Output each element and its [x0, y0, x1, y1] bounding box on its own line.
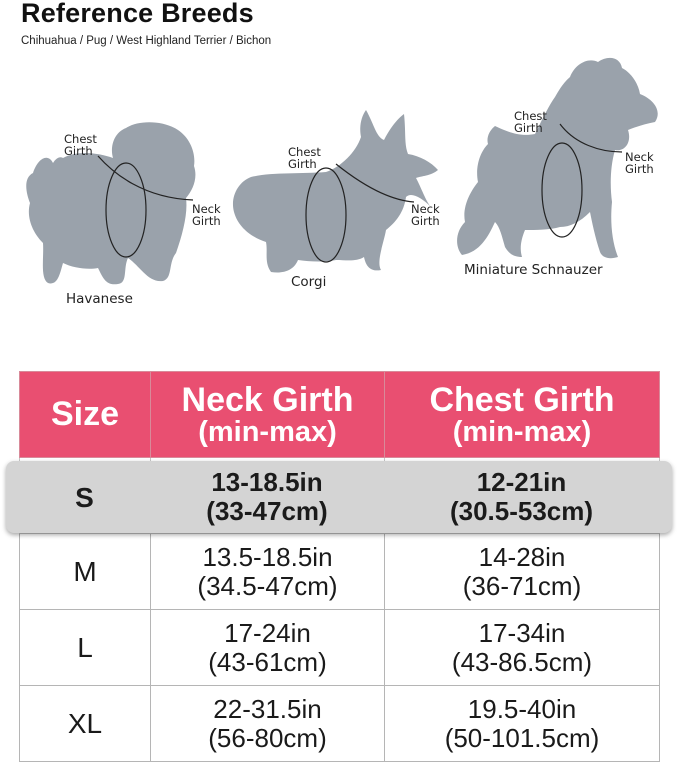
size-cell-s: S	[75, 481, 94, 513]
neck-girth-cell-s: 13-18.5in (33-47cm)	[206, 467, 328, 526]
page-title: Reference Breeds	[21, 0, 254, 28]
corgi-silhouette	[226, 102, 446, 282]
havanese-silhouette	[18, 118, 218, 288]
havanese-chest-girth-label: Chest Girth	[64, 132, 97, 158]
table-row	[20, 686, 660, 762]
size-column-header: Size	[20, 372, 151, 458]
chest-girth-cell: 19.5-40in (50-101.5cm)	[385, 686, 660, 762]
neck-girth-column-header	[151, 372, 385, 458]
schnauzer-neck-girth-label: Neck Girth	[625, 150, 654, 176]
corgi-chest-girth-label: Chest Girth	[288, 145, 321, 171]
page-subtitle: Chihuahua / Pug / West Highland Terrier / Bichon	[21, 35, 272, 47]
havanese-name: Havanese	[66, 291, 133, 307]
corgi-neck-girth-label: Neck Girth	[411, 202, 440, 228]
chest-girth-cell-s: 12-21in (30.5-53cm)	[449, 467, 594, 526]
neck-girth-header-title: Neck Girth	[181, 380, 354, 419]
chest-girth-cell: 17-34in (43-86.5cm)	[385, 610, 660, 686]
size-cell: M	[20, 534, 151, 610]
neck-girth-cell: 13.5-18.5in (34.5-47cm)	[151, 534, 385, 610]
neck-girth-cell: 22-31.5in (56-80cm)	[151, 686, 385, 762]
table-row	[20, 610, 660, 686]
highlighted-size-row	[19, 461, 659, 533]
chest-girth-header-sub: (min-max)	[452, 415, 592, 448]
neck-girth-header-sub: (min-max)	[198, 415, 337, 448]
size-cell: L	[20, 610, 151, 686]
table-row	[20, 534, 660, 610]
schnauzer-name: Miniature Schnauzer	[464, 262, 603, 278]
table-header-row	[20, 372, 660, 458]
corgi-name: Corgi	[291, 274, 327, 290]
schnauzer-chest-girth-label: Chest Girth	[514, 109, 547, 135]
size-chart-table	[19, 371, 659, 754]
chest-girth-column-header	[385, 372, 660, 458]
size-cell: XL	[20, 686, 151, 762]
chest-girth-header-title: Chest Girth	[429, 380, 615, 419]
chest-girth-cell: 14-28in (36-71cm)	[385, 534, 660, 610]
havanese-neck-girth-label: Neck Girth	[192, 202, 221, 228]
neck-girth-cell: 17-24in (43-61cm)	[151, 610, 385, 686]
